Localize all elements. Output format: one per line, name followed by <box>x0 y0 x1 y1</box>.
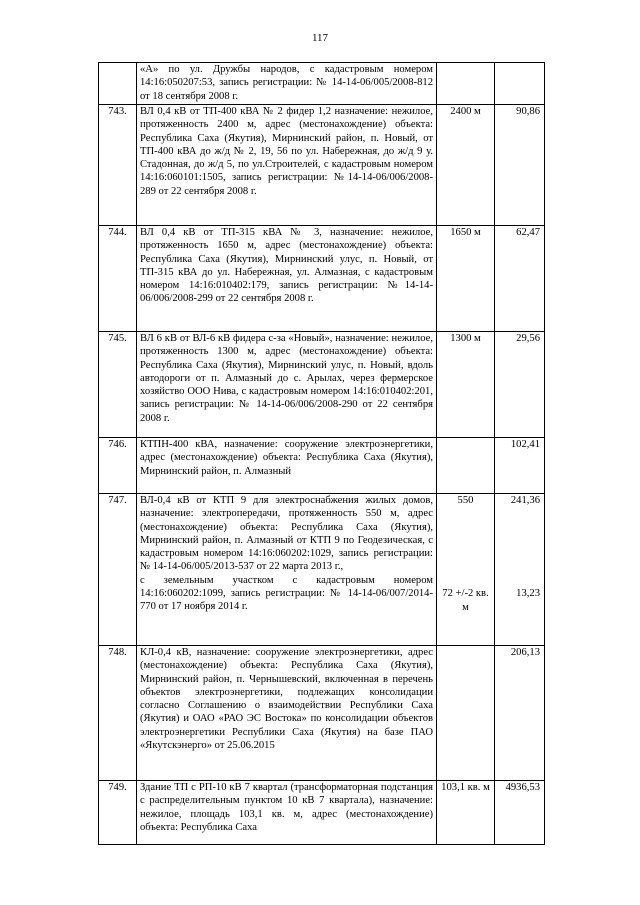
row-description: Здание ТП с РП-10 кВ 7 квартал (трансформаторная подстанция с распределительным пунктом 10 кВ 7 квартала), назначение: нежилое, площадь 103,1 кв. м, адрес (местонахождение) объекта: Республика Саха <box>137 781 437 845</box>
row-quantity-land: 72 +/-2 кв. м <box>442 588 489 613</box>
row-number <box>99 63 137 105</box>
row-description: ВЛ 0,4 кВ от ТП-315 кВА № 3, назначение: нежилое, протяженность 1650 м, адрес (местонахождение) объекта: Республика Саха (Якутия), Мирнинский улус, п. Новый, от ТП-315 кВА до ул. Набережная, ул. Алмазная, с кадастровым номером 14:16:010402:179, запись регистрации: №14-14-06/006/2008-299 от 22 сентября 2008 г. <box>137 226 437 332</box>
table-row <box>99 105 545 226</box>
row-quantity <box>437 63 495 105</box>
table-row <box>99 781 545 845</box>
row-description-land: с земельным участком с кадастровым номером 14:16:060202:1099, запись регистрации: № 14-14-06/007/2014-770 от 17 ноября 2014 г. <box>140 574 433 613</box>
row-value-land: 13,23 <box>516 588 540 600</box>
table-row <box>99 646 545 781</box>
row-value: 29,56 <box>495 332 545 438</box>
row-description: ВЛ-0,4 кВ от КТП 9 для электроснабжения жилых домов, назначение: электропередачи, протяженность 550 м, адрес (местонахождение) объекта: Республика Саха (Якутия), Мирнинский район, п. Алмазный от КТП 9 по Геодезическая, с кадастровым номером 14:16:060202:1029, запись регистрации: № 14-14-06/005/2013-537 от 22 марта 2013 г., <box>140 495 433 573</box>
table-row <box>99 226 545 332</box>
table-row <box>99 438 545 494</box>
row-description: «А» по ул. Дружбы народов, с кадастровым номером 14:16:050207:53, запись регистрации: № 14-14-06/005/2008-812 от 18 сентября 2008 г. <box>137 63 437 105</box>
row-number: 746. <box>99 438 137 494</box>
row-description: КЛ-0,4 кВ, назначение: сооружение электроэнергетики, адрес (местонахождение) объекта: Республика Саха (Якутия), Мирнинский район, п. Чернышевский, включенная в перечень объектов электроэнергетики, подлежащих консолидации согласно Соглашению о взаимодействии Республики Саха (Якутия) и ОАО «РАО ЭС Востока» по консолидации объектов электроэнергетики Республики Саха (Якутия) на базе ПАО «Якутскэнерго» от 25.06.2015 <box>137 646 437 781</box>
row-quantity: 2400 м <box>437 105 495 226</box>
row-value: 102,41 <box>495 438 545 494</box>
row-value: 241,36 <box>510 495 540 506</box>
row-value <box>495 63 545 105</box>
row-value-group <box>495 494 545 646</box>
row-number: 748. <box>99 646 137 781</box>
row-quantity: 1650 м <box>437 226 495 332</box>
table-row <box>99 332 545 438</box>
row-description: КТПН-400 кВА, назначение: сооружение электроэнергетики, адрес (местонахождение) объекта: Республика Саха (Якутия), Мирнинский район, п. Алмазный <box>137 438 437 494</box>
row-description: ВЛ 0,4 кВ от ТП-400 кВА № 2 фидер 1,2 назначение: нежилое, протяженность 2400 м, адрес (местонахождение) объекта: Республика Саха (Якутия), Мирнинский район, п. Новый, от ТП-400 кВА до ж/д № 2, 19, 56 по ул. Набережная, до ж/д 9 у. Стадонная, до ж/д 5, по ул.Строителей, с кадастровым номером 14:16:060101:1505, запись регистрации: №14-14-06/006/2008-289 от 22 сентября 2008 г. <box>137 105 437 226</box>
row-number: 744. <box>99 226 137 332</box>
row-quantity: 1300 м <box>437 332 495 438</box>
row-value: 206,13 <box>495 646 545 781</box>
property-table <box>98 62 545 845</box>
row-description: ВЛ 6 кВ от ВЛ-6 кВ фидера с-за «Новый», назначение: нежилое, протяженность 1300 м, адрес (местонахождение) объекта: Республика Саха (Якутия), Мирнинский улус, п. Новый, вдоль автодороги от п. Алмазный до с. Арылах, через фермерское хозяйство ООО Нива, с кадастровым номером 14:16:010402:201, запись регистрации: № 14-14-06/006/2008-290 от 22 сентября 2008 г. <box>137 332 437 438</box>
page-number: 117 <box>311 32 329 44</box>
row-quantity <box>437 438 495 494</box>
row-quantity: 103,1 кв. м <box>437 781 495 845</box>
row-value: 62,47 <box>495 226 545 332</box>
row-number: 749. <box>99 781 137 845</box>
row-value: 90,86 <box>495 105 545 226</box>
row-quantity <box>437 646 495 781</box>
row-quantity-group <box>437 494 495 646</box>
row-number: 747. <box>99 494 137 646</box>
row-quantity: 550 <box>457 495 474 506</box>
row-value: 4936,53 <box>495 781 545 845</box>
row-number: 743. <box>99 105 137 226</box>
row-description-group <box>137 494 437 646</box>
table-row <box>99 63 545 105</box>
table-row <box>99 494 545 646</box>
row-number: 745. <box>99 332 137 438</box>
